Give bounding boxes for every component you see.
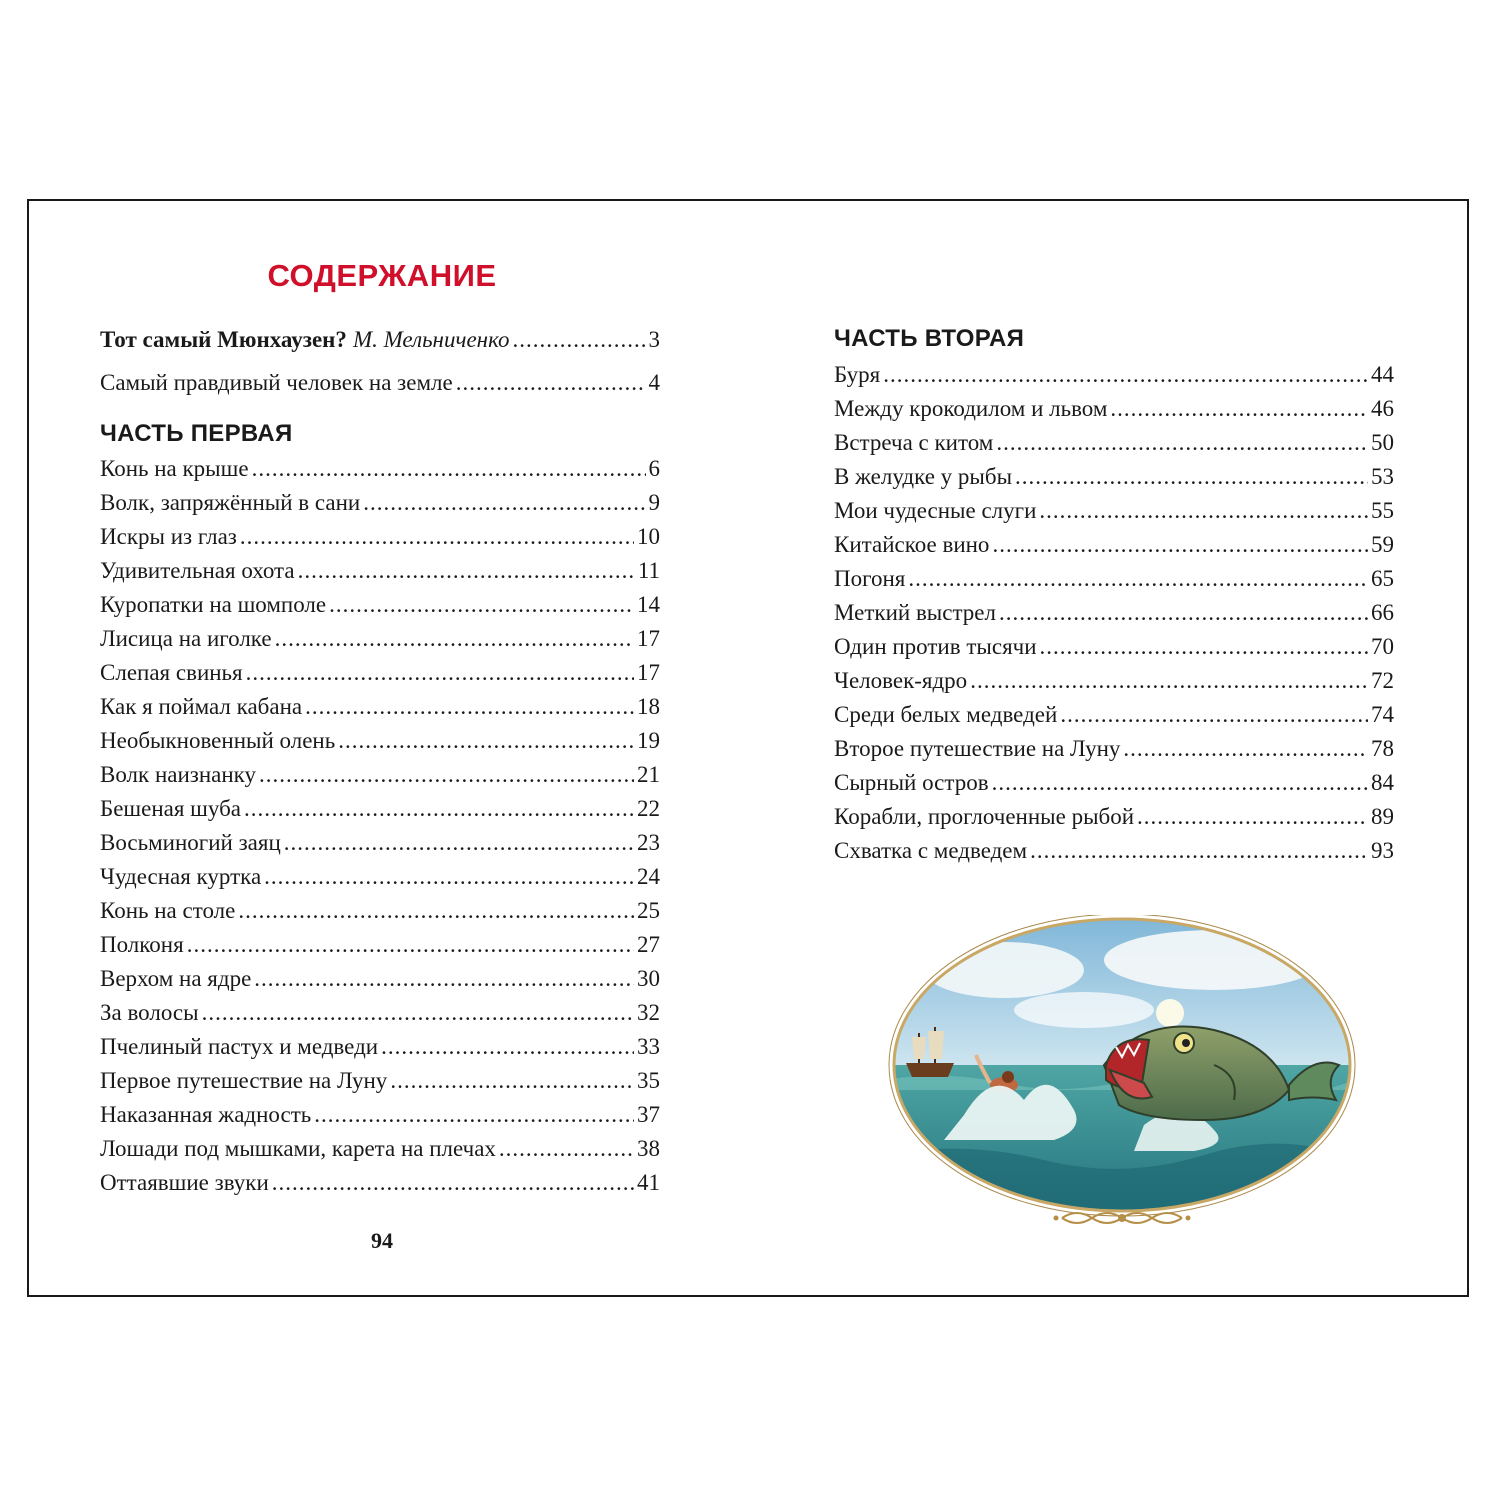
dot-leader [329,588,634,622]
toc-entry-page: 22 [637,796,660,821]
toc-entry-page: 14 [637,592,660,617]
dot-leader [390,1064,634,1098]
toc-entry-part-one-21[interactable] [100,1132,660,1166]
dot-leader [238,894,634,928]
dot-leader [970,664,1368,698]
toc-entry-part-one-1[interactable] [100,452,660,486]
sea-monster-illustration [884,915,1360,1233]
dot-leader [363,486,645,520]
dot-leader [187,928,634,962]
toc-entry-page: 38 [637,1136,660,1161]
toc-entry-part-two-3[interactable] [834,426,1394,460]
toc-entry-page: 6 [648,456,660,481]
toc-entry-page: 46 [1371,396,1394,421]
toc-entry-part-two-13[interactable] [834,766,1394,800]
toc-entry-page: 33 [637,1034,660,1059]
dot-leader [381,1030,634,1064]
toc-entry-page: 23 [637,830,660,855]
toc-entry-page: 11 [637,558,660,583]
vignette-scene [884,915,1360,1233]
toc-entry-title: Среди белых медведей [834,702,1058,727]
toc-entry-page: 70 [1371,634,1394,659]
toc-entry-part-two-8[interactable] [834,596,1394,630]
toc-entry-part-two-7[interactable] [834,562,1394,596]
toc-entry-part-two-4[interactable] [834,460,1394,494]
toc-entry-title: Лисица на иголке [100,626,272,651]
toc-entry-page: 24 [637,864,660,889]
toc-entry-intro-2[interactable] [100,366,660,400]
dot-leader [1030,834,1368,868]
page-number: 94 [371,1228,393,1253]
dot-leader [1123,732,1368,766]
toc-entry-part-one-6[interactable] [100,622,660,656]
toc-entry-title: Корабли, проглоченные рыбой [834,804,1135,829]
toc-entry-title: Наказанная жадность [100,1102,312,1127]
toc-entry-part-two-5[interactable] [834,494,1394,528]
toc-entry-page: 27 [637,932,660,957]
section-heading-part-one: ЧАСТЬ ПЕРВАЯ [100,420,293,447]
toc-entry-title: Меткий выстрел [834,600,996,625]
dot-leader [992,528,1368,562]
dot-leader [264,860,634,894]
toc-entry-title: Конь на крыше [100,456,249,481]
toc-entry-part-one-20[interactable] [100,1098,660,1132]
toc-entry-title: Искры из глаз [100,524,237,549]
toc-entry-title: Куропатки на шомполе [100,592,327,617]
toc-entry-page: 3 [648,327,660,352]
toc-entry-part-one-7[interactable] [100,656,660,690]
dot-leader [1015,460,1368,494]
page-title: СОДЕРЖАНИЕ [267,258,497,293]
toc-entry-page: 4 [648,370,660,395]
toc-entry-title: Погоня [834,566,906,591]
dot-leader [298,554,635,588]
toc-entry-part-one-2[interactable] [100,486,660,520]
toc-entry-page: 18 [637,694,660,719]
toc-entry-title: Лошади под мышками, карета на плечах [100,1136,496,1161]
toc-entry-title: Самый правдивый человек на земле [100,370,453,395]
dot-leader [1060,698,1368,732]
dot-leader [272,1166,634,1200]
toc-entry-part-one-22[interactable] [100,1166,660,1200]
toc-entry-part-one-14[interactable] [100,894,660,928]
dot-leader [284,826,634,860]
toc-entry-part-one-8[interactable] [100,690,660,724]
dot-leader [1137,800,1368,834]
toc-entry-title: Сырный остров [834,770,989,795]
dot-leader [999,596,1368,630]
toc-entry-page: 89 [1371,804,1394,829]
toc-entry-title: Слепая свинья [100,660,243,685]
dot-leader [275,622,634,656]
ornament-flourish-icon [1054,1213,1191,1223]
toc-entry-title: Волк, запряжённый в сани [100,490,361,515]
dot-leader [305,690,634,724]
dot-leader [314,1098,634,1132]
toc-entry-part-one-4[interactable] [100,554,660,588]
dot-leader [252,452,646,486]
toc-entry-part-one-16[interactable] [100,962,660,996]
toc-entry-part-two-14[interactable] [834,800,1394,834]
dot-leader [512,323,645,357]
toc-entry-page: 55 [1371,498,1394,523]
toc-entry-part-one-18[interactable] [100,1030,660,1064]
dot-leader [1040,630,1368,664]
toc-entry-part-one-15[interactable] [100,928,660,962]
toc-entry-part-one-17[interactable] [100,996,660,1030]
dot-leader [883,358,1368,392]
toc-entry-page: 17 [637,626,660,651]
dot-leader [456,366,646,400]
toc-entry-part-two-12[interactable] [834,732,1394,766]
toc-entry-title: Китайское вино [834,532,990,557]
toc-entry-title: Бешеная шуба [100,796,241,821]
dot-leader [992,766,1368,800]
toc-entry-title: Конь на столе [100,898,236,923]
section-heading-part-two: ЧАСТЬ ВТОРАЯ [834,325,1025,352]
toc-entry-part-two-2[interactable] [834,392,1394,426]
toc-entry-page: 41 [637,1170,660,1195]
toc-entry-page: 84 [1371,770,1394,795]
toc-entry-page: 37 [637,1102,660,1127]
toc-entry-part-one-9[interactable] [100,724,660,758]
toc-entry-page: 72 [1371,668,1394,693]
toc-entry-part-one-10[interactable] [100,758,660,792]
toc-entry-title: Удивительная охота [100,558,295,583]
toc-entry-title: Мои чудесные слуги [834,498,1037,523]
toc-entry-title: Встреча с китом [834,430,994,455]
dot-leader [254,962,634,996]
toc-entry-page: 78 [1371,736,1394,761]
toc-entry-page: 50 [1371,430,1394,455]
toc-entry-page: 74 [1371,702,1394,727]
toc-entry-page: 17 [637,660,660,685]
toc-entry-part-two-9[interactable] [834,630,1394,664]
toc-entry-part-one-13[interactable] [100,860,660,894]
toc-entry-author: М. Мельниченко [352,327,510,352]
toc-entry-part-two-10[interactable] [834,664,1394,698]
toc-entry-part-two-15[interactable] [834,834,1394,868]
dot-leader [244,792,634,826]
toc-entry-title: Один против тысячи [834,634,1037,659]
toc-entry-title: Чудесная куртка [100,864,262,889]
toc-entry-part-one-5[interactable] [100,588,660,622]
toc-entry-page: 21 [637,762,660,787]
toc-entry-title: За волосы [100,1000,199,1025]
toc-entry-page: 35 [637,1068,660,1093]
toc-entry-part-one-11[interactable] [100,792,660,826]
toc-entry-page: 65 [1371,566,1394,591]
dot-leader [240,520,634,554]
toc-entry-title: Буря [834,362,881,387]
dot-leader [259,758,634,792]
dot-leader [338,724,634,758]
dot-leader [1039,494,1368,528]
toc-entry-intro-1[interactable] [100,323,660,357]
toc-entry-page: 53 [1371,464,1394,489]
toc-entry-page: 32 [637,1000,660,1025]
toc-entry-part-one-12[interactable] [100,826,660,860]
dot-leader [996,426,1368,460]
toc-entry-title: Человек-ядро [834,668,968,693]
toc-entry-page: 44 [1371,362,1394,387]
toc-entry-page: 25 [637,898,660,923]
toc-entry-title: Пчелиный пастух и медведи [100,1034,379,1059]
toc-entry-title: В желудке у рыбы [834,464,1013,489]
toc-entry-page: 9 [648,490,660,515]
toc-entry-title: Полконя [100,932,184,957]
toc-entry-title: Верхом на ядре [100,966,252,991]
dot-leader [202,996,634,1030]
dot-leader [499,1132,634,1166]
toc-entry-part-two-11[interactable] [834,698,1394,732]
toc-entry-title: Волк наизнанку [100,762,257,787]
toc-entry-title: Как я поймал кабана [100,694,303,719]
toc-entry-title: Схватка с медведем [834,838,1028,863]
toc-entry-title: Необыкновенный олень [100,728,336,753]
toc-entry-title: Второе путешествие на Луну [834,736,1121,761]
dot-leader [246,656,634,690]
toc-entry-part-one-19[interactable] [100,1064,660,1098]
toc-entry-page: 93 [1371,838,1394,863]
toc-entry-title: Первое путешествие на Луну [100,1068,388,1093]
toc-entry-title: Между крокодилом и львом [834,396,1108,421]
toc-entry-title: Тот самый Мюнхаузен? [100,327,347,352]
toc-entry-page: 10 [637,524,660,549]
dot-leader [908,562,1368,596]
toc-entry-page: 19 [637,728,660,753]
dot-leader [1110,392,1368,426]
toc-entry-part-one-3[interactable] [100,520,660,554]
toc-entry-part-two-1[interactable] [834,358,1394,392]
toc-entry-page: 59 [1371,532,1394,557]
toc-entry-title: Оттаявшие звуки [100,1170,269,1195]
toc-entry-page: 30 [637,966,660,991]
toc-entry-page: 66 [1371,600,1394,625]
toc-entry-part-two-6[interactable] [834,528,1394,562]
toc-entry-title: Восьминогий заяц [100,830,281,855]
